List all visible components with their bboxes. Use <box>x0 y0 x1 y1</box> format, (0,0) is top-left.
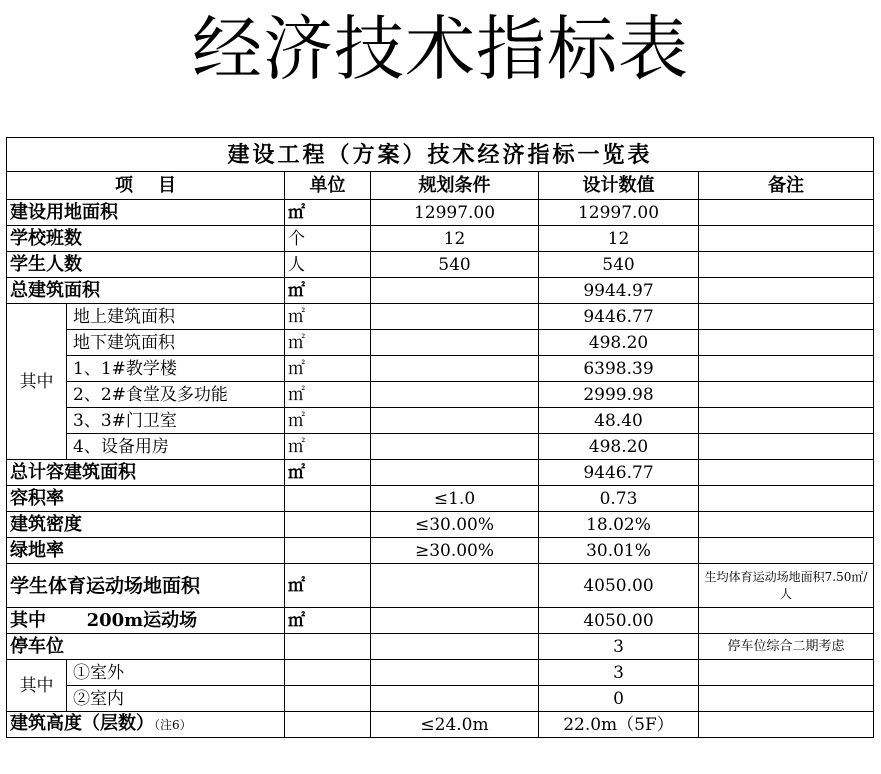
table-row <box>7 634 874 660</box>
row-unit: ㎡ <box>285 608 371 634</box>
table-row <box>7 434 874 460</box>
row-unit: ㎡ <box>285 460 371 486</box>
table-row <box>7 660 874 686</box>
header-design: 设计数值 <box>539 172 699 200</box>
row-unit <box>285 686 371 712</box>
table-row <box>7 304 874 330</box>
row-note <box>699 538 874 564</box>
table-row <box>7 200 874 226</box>
row-note <box>699 252 874 278</box>
row-plan: 540 <box>371 252 539 278</box>
row-design: 18.02% <box>539 512 699 538</box>
table-row <box>7 512 874 538</box>
row-plan <box>371 304 539 330</box>
header-note: 备注 <box>699 172 874 200</box>
group-label-qizhong: 其中 <box>7 304 67 460</box>
indicator-table <box>6 137 874 738</box>
row-plan <box>371 356 539 382</box>
row-unit <box>285 660 371 686</box>
row-note <box>699 408 874 434</box>
row-unit <box>285 538 371 564</box>
row-design: 540 <box>539 252 699 278</box>
header-item: 项 目 <box>7 172 285 200</box>
row-plan <box>371 330 539 356</box>
row-plan: ≥30.00% <box>371 538 539 564</box>
row-note <box>699 512 874 538</box>
row-design: 22.0m（5F） <box>539 712 699 738</box>
table-row <box>7 408 874 434</box>
row-unit: 人 <box>285 252 371 278</box>
header-plan: 规划条件 <box>371 172 539 200</box>
row-design: 3 <box>539 660 699 686</box>
table-row <box>7 608 874 634</box>
row-note <box>699 686 874 712</box>
row-label: 学生体育运动场地面积 <box>7 564 285 608</box>
row-unit: ㎡ <box>285 564 371 608</box>
row-design: 30.01% <box>539 538 699 564</box>
height-footnote: （注6） <box>154 718 192 732</box>
row-unit: ㎡ <box>285 408 371 434</box>
row-note: 生均体育运动场地面积7.50㎡/人 <box>699 564 874 608</box>
row-design: 3 <box>539 634 699 660</box>
row-label: 1、1#教学楼 <box>67 356 285 382</box>
row-label: 停车位 <box>7 634 285 660</box>
row-label: ①室外 <box>67 660 285 686</box>
table-row <box>7 686 874 712</box>
row-design: 498.20 <box>539 434 699 460</box>
row-design: 12 <box>539 226 699 252</box>
row-note <box>699 460 874 486</box>
row-plan: ≤24.0m <box>371 712 539 738</box>
table-row <box>7 226 874 252</box>
row-label: 学生人数 <box>7 252 285 278</box>
row-design: 0 <box>539 686 699 712</box>
row-plan <box>371 564 539 608</box>
row-plan <box>371 686 539 712</box>
row-note <box>699 278 874 304</box>
row-unit: ㎡ <box>285 304 371 330</box>
page-title: 经济技术指标表 <box>192 8 689 90</box>
row-unit: ㎡ <box>285 356 371 382</box>
row-note <box>699 712 874 738</box>
row-design: 498.20 <box>539 330 699 356</box>
row-design: 9446.77 <box>539 460 699 486</box>
row-plan <box>371 408 539 434</box>
table-row <box>7 252 874 278</box>
table-row <box>7 278 874 304</box>
row-unit: ㎡ <box>285 330 371 356</box>
row-label: 建筑密度 <box>7 512 285 538</box>
row-label: 2、2#食堂及多功能 <box>67 382 285 408</box>
table-header-row <box>7 172 874 200</box>
row-note <box>699 304 874 330</box>
row-label: ②室内 <box>67 686 285 712</box>
row-label: 3、3#门卫室 <box>67 408 285 434</box>
row-note <box>699 200 874 226</box>
row-plan <box>371 278 539 304</box>
header-unit: 单位 <box>285 172 371 200</box>
row-unit <box>285 512 371 538</box>
row-unit: ㎡ <box>285 382 371 408</box>
row-unit <box>285 634 371 660</box>
row-note: 停车位综合二期考虑 <box>699 634 874 660</box>
row-design: 4050.00 <box>539 564 699 608</box>
row-plan <box>371 634 539 660</box>
track-label: 200m运动场 <box>86 609 198 631</box>
row-design: 9944.97 <box>539 278 699 304</box>
row-label: 4、设备用房 <box>67 434 285 460</box>
table-caption: 建设工程（方案）技术经济指标一览表 <box>7 138 874 172</box>
row-plan: ≤30.00% <box>371 512 539 538</box>
row-note <box>699 660 874 686</box>
row-plan <box>371 608 539 634</box>
row-design: 0.73 <box>539 486 699 512</box>
table-row <box>7 356 874 382</box>
table-row <box>7 564 874 608</box>
table-row <box>7 712 874 738</box>
row-note <box>699 486 874 512</box>
row-note <box>699 330 874 356</box>
row-label: 地下建筑面积 <box>67 330 285 356</box>
table-row <box>7 460 874 486</box>
table-row <box>7 330 874 356</box>
row-plan: ≤1.0 <box>371 486 539 512</box>
group-label-qizhong: 其中 <box>7 660 67 712</box>
row-label: 绿地率 <box>7 538 285 564</box>
table-row <box>7 382 874 408</box>
row-label: 建设用地面积 <box>7 200 285 226</box>
table-caption-row <box>7 138 874 172</box>
row-note <box>699 382 874 408</box>
row-label-height <box>7 712 285 738</box>
row-label: 容积率 <box>7 486 285 512</box>
row-plan <box>371 460 539 486</box>
row-label-track <box>7 608 285 634</box>
row-design: 6398.39 <box>539 356 699 382</box>
track-prefix: 其中 <box>10 609 46 631</box>
row-plan: 12997.00 <box>371 200 539 226</box>
row-design: 2999.98 <box>539 382 699 408</box>
row-unit: 个 <box>285 226 371 252</box>
row-label: 学校班数 <box>7 226 285 252</box>
row-plan <box>371 434 539 460</box>
row-label: 地上建筑面积 <box>67 304 285 330</box>
row-note <box>699 356 874 382</box>
row-unit: ㎡ <box>285 278 371 304</box>
row-design: 12997.00 <box>539 200 699 226</box>
row-unit <box>285 486 371 512</box>
row-design: 4050.00 <box>539 608 699 634</box>
row-design: 9446.77 <box>539 304 699 330</box>
row-plan <box>371 660 539 686</box>
row-plan: 12 <box>371 226 539 252</box>
row-unit: ㎡ <box>285 434 371 460</box>
table-row <box>7 538 874 564</box>
row-note <box>699 226 874 252</box>
row-note <box>699 434 874 460</box>
table-row <box>7 486 874 512</box>
row-label: 总计容建筑面积 <box>7 460 285 486</box>
row-unit <box>285 712 371 738</box>
row-note <box>699 608 874 634</box>
height-label: 建筑高度（层数） <box>10 713 154 734</box>
row-label: 总建筑面积 <box>7 278 285 304</box>
row-plan <box>371 382 539 408</box>
row-unit: ㎡ <box>285 200 371 226</box>
row-design: 48.40 <box>539 408 699 434</box>
